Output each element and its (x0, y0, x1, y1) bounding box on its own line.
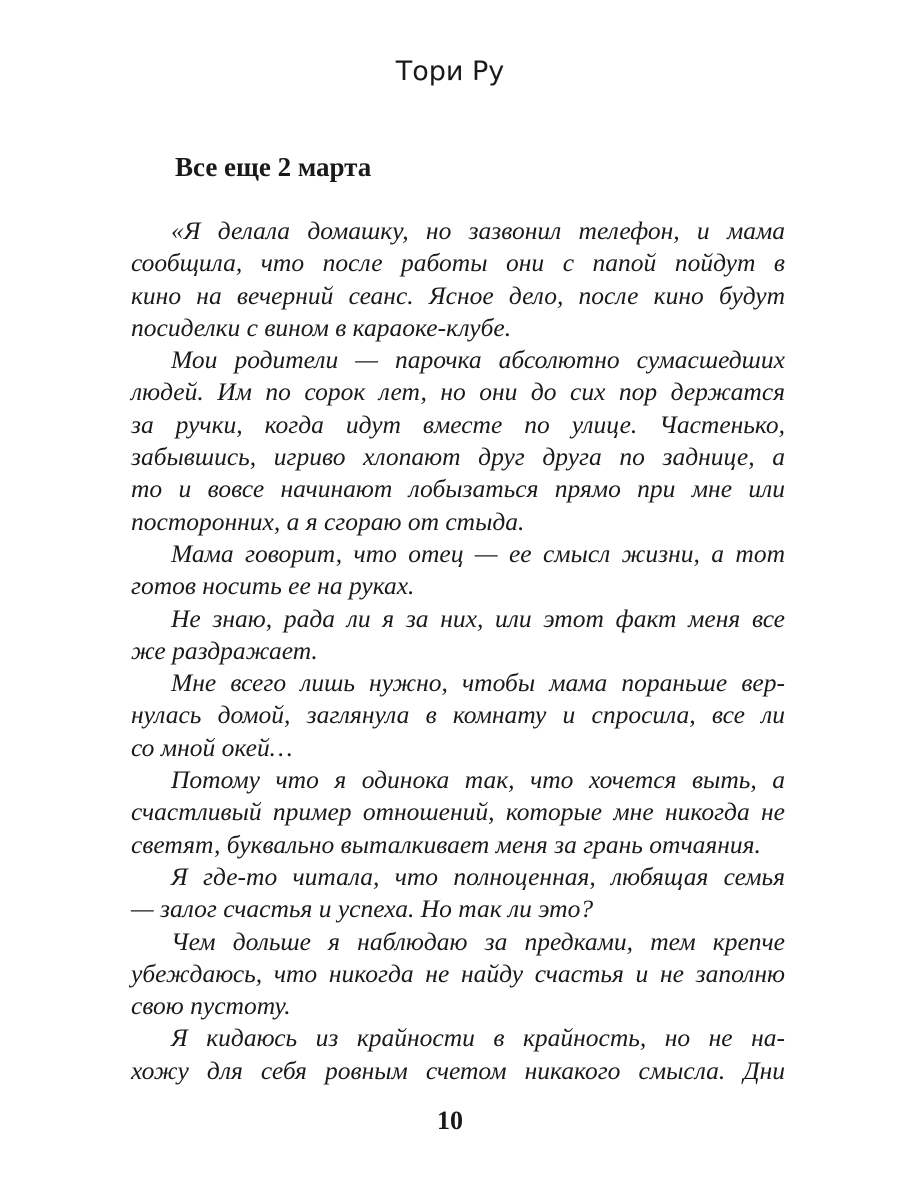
text-line: сообщила, что после работы они с папой пойдут в (131, 248, 785, 278)
page-number: 10 (437, 1106, 463, 1135)
text-line: хожу для себя ровным счетом никакого смысла. Дни (131, 1055, 785, 1085)
text-line: то и вовсе начинают лобызаться прямо при мне или (131, 474, 785, 504)
text-line: за ручки, когда идут вместе по улице. Частенько, (131, 409, 785, 439)
paragraph (131, 667, 785, 764)
text-line: Я кидаюсь из крайности в крайность, но не на- (171, 1023, 785, 1053)
text-line: посторонних, а я сгораю от стыда. (131, 506, 525, 536)
text-line: Я где-то читала, что полноценная, любящая семья (171, 861, 785, 891)
paragraph (131, 538, 785, 603)
text-line: же раздражает. (131, 635, 318, 665)
text-line: убеждаюсь, что никогда не найду счастья и не заполню (131, 958, 785, 988)
text-line: Мама говорит, что отец — ее смысл жизни, а тот (171, 538, 785, 568)
text-line: кино на вечерний сеанс. Ясное дело, после кино будут (131, 280, 785, 310)
text-line: посиделки с вином в караоке-клубе. (131, 312, 512, 342)
paragraph (131, 1022, 785, 1087)
chapter-title: Все еще 2 марта (175, 152, 372, 182)
text-line: счастливый пример отношений, которые мне никогда не (131, 797, 785, 827)
text-line: со мной окей… (131, 732, 293, 762)
text-line: нулась домой, заглянула в комнату и спросила, все ли (131, 700, 785, 730)
paragraph (131, 603, 785, 668)
text-line: свою пустоту. (131, 991, 291, 1021)
text-line: Мои родители — парочка абсолютно сумасшедших (171, 345, 785, 375)
text-line: забывшись, игриво хлопают друг друга по заднице, а (131, 442, 785, 472)
text-line: Не знаю, рада ли я за них, или этот факт меня все (171, 603, 785, 633)
text-line: Чем дольше я наблюдаю за предками, тем крепче (171, 926, 785, 956)
paragraph (131, 215, 785, 344)
paragraph (131, 344, 785, 538)
text-line: «Я делала домашку, но зазвонил телефон, и мама (171, 216, 785, 245)
running-head-author: Тори Ру (395, 56, 505, 87)
text-line: людей. Им по сорок лет, но они до сих пор держатся (131, 377, 785, 407)
text-line: готов носить ее на руках. (131, 571, 415, 601)
paragraph (131, 926, 785, 1023)
text-line: — залог счастья и успеха. Но так ли это? (131, 894, 594, 924)
text-line: Мне всего лишь нужно, чтобы мама пораньше вер- (171, 668, 785, 698)
text-line: светят, буквально выталкивает меня за грань отчаяния. (131, 829, 761, 859)
paragraph (131, 861, 785, 926)
text-line: Потому что я одинока так, что хочется выть, а (171, 765, 785, 795)
paragraph (131, 764, 785, 861)
body-text (131, 215, 785, 1087)
